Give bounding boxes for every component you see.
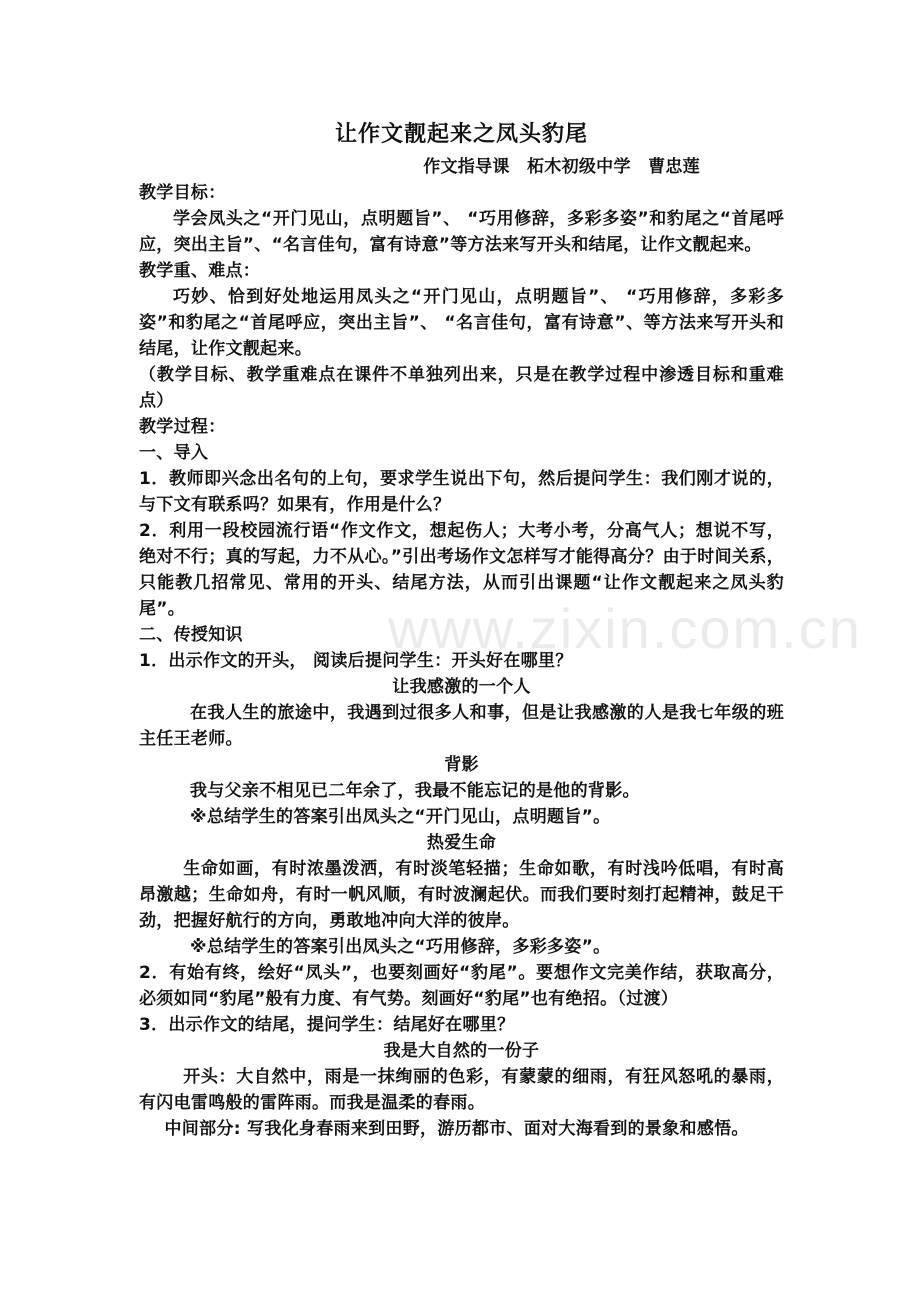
essay-title: 我是大自然的一份子 bbox=[383, 1041, 540, 1061]
list-item: 2．有始有终，绘好“凤头”，也要刻画好“豹尾”。要想作文完美作结，获取高分，必须如同“豹尾”般有力度、有气势。刻画好“豹尾”也有绝招。（过渡） bbox=[139, 963, 784, 1009]
document-page bbox=[139, 118, 784, 1142]
list-item: 1．教师即兴念出名句的上句，要求学生说出下句，然后提问学生：我们刚才说的，与下文有联系吗？如果有，作用是什么？ bbox=[139, 469, 784, 515]
note-paragraph: （教学目标、教学重难点在课件不单独列出来，只是在教学过程中渗透目标和重难点） bbox=[139, 365, 784, 411]
watermark: www.zixin.com.cn bbox=[388, 597, 862, 660]
goal-heading: 教学目标： bbox=[139, 183, 226, 203]
essay-excerpt: 生命如画，有时浓墨泼洒，有时淡笔轻描；生命如歌，有时浅吟低唱，有时高昂激越；生命如舟，有时一帆风顺，有时波澜起伏。而我们要时刻打起精神，鼓足干劲，把握好航行的方向，勇敢地冲向大洋的彼岸。 bbox=[139, 859, 784, 931]
essay-excerpt: 开头：大自然中，雨是一抹绚丽的色彩，有蒙蒙的细雨，有狂风怒吼的暴雨，有闪电雷鸣般的雷阵雨。而我是温柔的春雨。 bbox=[139, 1067, 784, 1113]
process-heading: 教学过程： bbox=[139, 417, 226, 437]
essay-title: 让我感激的一个人 bbox=[392, 677, 531, 697]
section-knowledge-heading: 二、传授知识 bbox=[139, 625, 243, 645]
list-item: 1．出示作文的开头， 阅读后提问学生：开头好在哪里？ bbox=[139, 651, 573, 671]
essay-excerpt: 我与父亲不相见已二年余了，我最不能忘记的是他的背影。 bbox=[190, 781, 640, 801]
author-line: 作文指导课 柘木初级中学 曹忠莲 bbox=[423, 157, 700, 177]
essay-title: 背影 bbox=[444, 755, 479, 775]
goal-text: 学会凤头之“开门见山，点明题旨”、 “巧用修辞，多彩多姿”和豹尾之“首尾呼应，突出主旨”、“名言佳句，富有诗意”等方法来写开头和结尾，让作文靓起来。 bbox=[139, 209, 784, 255]
essay-excerpt: 中间部分: 写我化身春雨来到田野，游历都市、面对大海看到的景象和感悟。 bbox=[164, 1119, 749, 1139]
document-title: 让作文靓起来之凤头豹尾 bbox=[334, 122, 588, 147]
summary-note: ※总结学生的答案引出凤头之“开门见山，点明题旨”。 bbox=[190, 807, 611, 827]
key-text: 巧妙、恰到好处地运用凤头之“开门见山，点明题旨”、 “巧用修辞，多彩多姿”和豹尾之“首尾呼应，突出主旨”、 “名言佳句，富有诗意”、等方法来写开头和结尾，让作文靓起来。 bbox=[139, 287, 784, 359]
key-heading: 教学重、难点： bbox=[139, 261, 261, 281]
list-item: 3．出示作文的结尾，提问学生：结尾好在哪里？ bbox=[139, 1015, 515, 1035]
essay-excerpt: 在我人生的旅途中，我遇到过很多人和事，但是让我感激的人是我七年级的班主任王老师。 bbox=[139, 703, 784, 749]
section-intro-heading: 一、导入 bbox=[139, 443, 209, 463]
essay-title: 热爱生命 bbox=[426, 833, 497, 853]
list-item: 2．利用一段校园流行语“作文作文，想起伤人；大考小考，分高气人；想说不写，绝对不行；真的写起，力不从心。”引出考场作文怎样写才能得高分？由于时间关系，只能教几招常见、常用的开头、结尾方法，从而引出课题“让作文靓起来之凤头豹尾”。 bbox=[139, 521, 784, 619]
summary-note: ※总结学生的答案引出凤头之“巧用修辞，多彩多姿”。 bbox=[190, 937, 611, 957]
